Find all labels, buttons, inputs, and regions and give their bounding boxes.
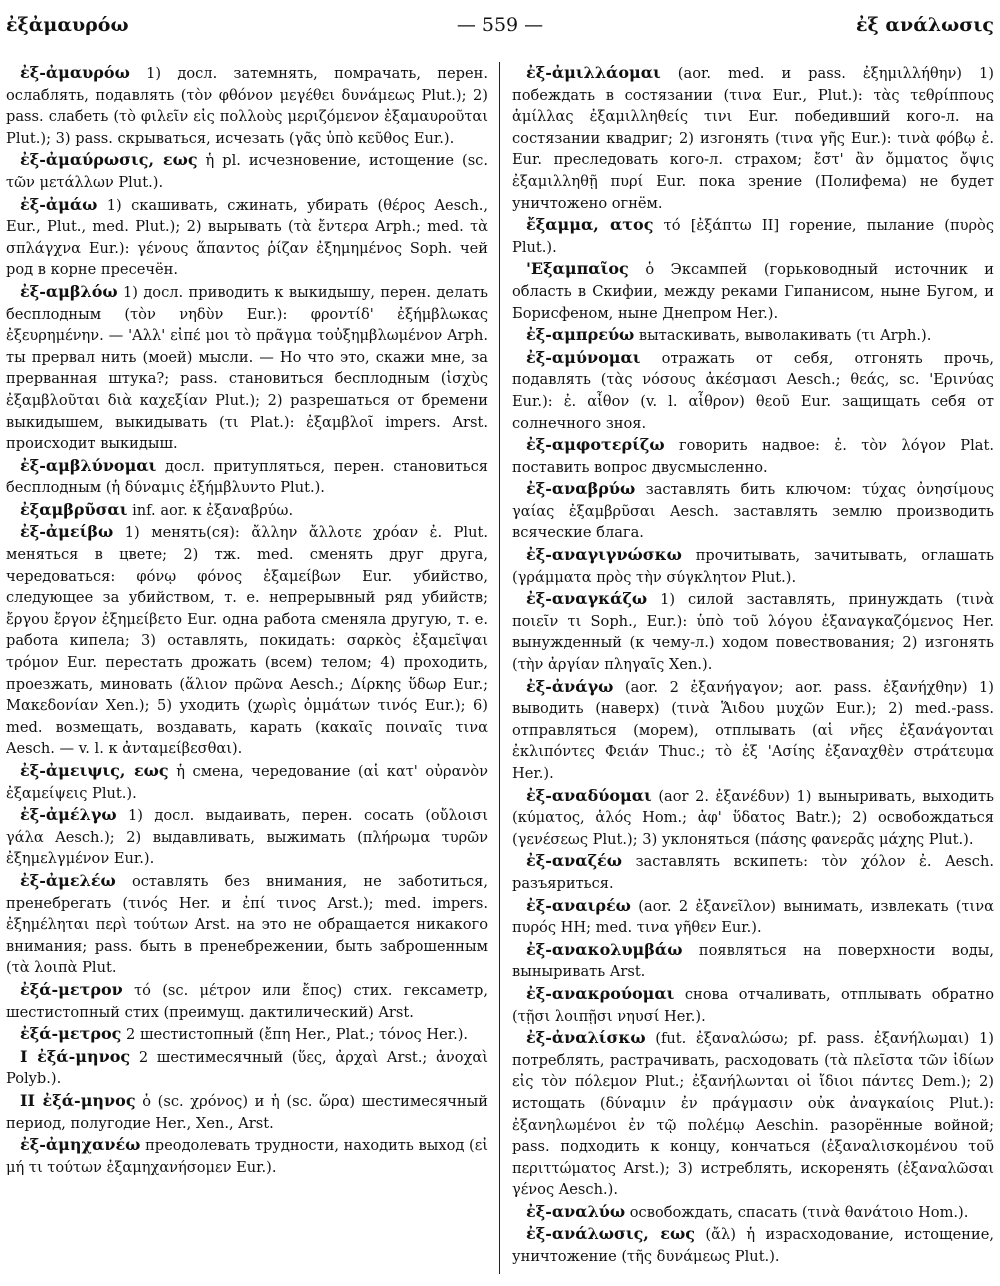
dictionary-entry	[512, 588, 994, 675]
entry-headword: ἐξ-ανάλωσις, εως	[526, 1224, 695, 1244]
entry-headword: ἐξά-μετρον	[20, 979, 123, 999]
dictionary-entry	[6, 1134, 488, 1178]
entry-headword: ἐξ-ανακρούομαι	[526, 983, 675, 1003]
entry-headword: ἐξ-ἀμελέω	[20, 870, 116, 890]
entry-headword: ἐξ-αναδύομαι	[526, 785, 652, 805]
entry-definition: прочитывать, зачитывать, оглашать (γράμματα πρὸς τὴν σύγκλητον Plut.).	[512, 547, 994, 586]
entry-headword: ἐξ-αναγιγνώσκω	[526, 545, 682, 565]
entry-definition: 2 шестистопный (ἔπη Her., Plat.; τόνος Her.).	[121, 1026, 469, 1044]
entry-headword: ἐξαμβρῦσαι	[20, 499, 128, 519]
header-right-catchword: ἐξ ανάλωσις	[855, 14, 994, 36]
entry-headword: ἐξ-ἀναλίσκω	[526, 1028, 646, 1048]
entry-definition: говорить надвое: ἐ. τὸν λόγον Plat. поставить вопрос двусмысленно.	[512, 437, 994, 476]
dictionary-entry	[6, 521, 488, 760]
entry-definition: (aor. 2 ἐξανεῖλον) вынимать, извлекать (τινα πυρός HH; med. τινα γῆθεν Eur.).	[512, 897, 994, 937]
entry-definition: (aor. 2 ἐξανήγαγον; aor. pass. ἐξανήχθην) 1) выводить (наверх) (τινὰ Ἅιδου μυχῶν Eur.); 2) med.-pass. отправляться (морем), отплывать (αἱ νῆες ἐξανάγονται ἐκλιπόντες Φειάν Thuc.; τὸ ἐξ 'Ασίης ἐξαναχθὲν στράτευμα Her.).	[512, 678, 994, 782]
entry-definition: ἡ pl. исчезновение, истощение (sc. τῶν μετάλλων Plut.).	[6, 152, 488, 191]
entry-headword: ἐξ-ἀμέλγω	[20, 805, 117, 825]
dictionary-entry	[512, 324, 994, 347]
entry-headword: ἐξ-ἀμείβω	[20, 522, 114, 542]
dictionary-entry	[512, 983, 994, 1027]
entry-headword: ἐξ-ἀμάω	[20, 194, 98, 214]
entry-definition: τό (sc. μέτρον или ἔπος) стих. гексаметр, шестистопный стих (преимущ. дактилический) Arst.	[6, 981, 488, 1021]
dictionary-entry	[6, 455, 488, 499]
entry-definition: (ἄλ) ἡ израсходование, истощение, уничтожение (τῆς δυνάμεως Plut.).	[512, 1226, 994, 1266]
entry-definition: inf. aor. к ἐξαναβρύω.	[127, 501, 294, 519]
entry-definition: 2 шестимесячный (ὕες, ἀρχαὶ Arst.; ἀνοχαὶ Polyb.).	[6, 1048, 488, 1088]
entry-headword: ἐξ-αναζέω	[526, 851, 623, 871]
entry-definition: 1) досл. выдаивать, перен. сосать (οὔλοισι γάλα Aesch.); 2) выдавливать, выжимать (πλήρωμα τυρῶν ἐξημελγμένον Eur.).	[6, 807, 488, 868]
entry-definition: оставлять без внимания, не заботиться, пренебрегать (τινός Her. и ἐπί τινος Arst.); med. impers. ἐξημέληται περὶ τούτων Arst. на это не обращается никакого внимания; pass. быть в пренебрежении, быть заброшенным (τὰ λοιπὰ Plut.	[6, 872, 488, 977]
dictionary-entry	[6, 870, 488, 979]
dictionary-entry	[6, 149, 488, 193]
dictionary-entry	[512, 214, 994, 258]
entry-definition: 1) менять(ся): ἄλλην ἄλλοτε χρόαν ἐ. Plut. меняться в цвете; 2) тж. med. сменять друг друга, чередоваться: φόνῳ φόνος ἐξαμείβων Eur. убийство, следующее за убийством, т. е. непрерывный ряд убийств; ἔργου ἔργον ἐξημείβετο Eur. одна работа сменяла другую, т. е. работа кипела; 3) оставлять, покидать: σαρκὸς ἐξαμεῖψαι τρόμον Eur. перестать дрожать (всем) телом; 4) проходить, проезжать, миновать (ἅλιον πρῶνα Aesch.; Δίρκης ὕδωρ Eur.; Μακεδονίαν Xen.); 5) уходить (χωρὶς ὀμμάτων τινός Eur.); 6) med. возмещать, воздавать, карать (κακαῖς ποιναῖς τινα Aesch. — v. l. к ἀνταμείβεσθαι).	[6, 524, 488, 758]
entry-definition: 1) досл. затемнять, помрачать, перен. ослаблять, подавлять (τὸν φθόνον μεγέθει δυνάμεως Plut.); 2) pass. слабеть (τὸ φιλεῖν εἰς πολλοὺς μεριζόμενον ἐξαμαυροῦται Plut.); 3) pass. скрываться, исчезать (γᾶς ὑπὸ κεῦθος Eur.).	[6, 65, 488, 147]
entry-definition: появляться на поверхности воды, выныривать Arst.	[512, 941, 994, 981]
entry-headword: ἐξ-αναβρύω	[526, 479, 636, 499]
entry-definition: (fut. ἐξαναλώσω; pf. pass. ἐξανήλωμαι) 1) потреблять, растрачивать, расходовать (τὰ πλεῖστα τῶν ἰδίων εἰς τὸν πόλεμον Plut.; ἐξανήλωνται οἱ ἴδιοι πάντες Dem.); 2) истощать (δύναμιν ἐν πράγμασιν οὐκ ἀναγκαίοις Plut.): ἐξανηλωμένοι ἐν τῷ πολέμῳ Aeschin. разорённые войной; pass. подходить к концу, кончаться (ἐξαναλισκομένου τοῦ περιττώματος Arst.); 3) истреблять, искоренять (ἐξαναλῶσαι γένος Aesch.).	[512, 1030, 994, 1199]
page-number: — 559 —	[456, 14, 544, 36]
entry-definition: 1) скашивать, сжинать, убирать (θέρος Aesch., Eur., Plut., med. Plut.); 2) вырывать (τὰ ἔντερα Arph.; med. τὰ σπλάγχνα Eur.): γένους ἅπαντος ῥίζαν ἐξημημένος Soph. чей род в корне пресечён.	[6, 196, 488, 279]
entry-definition: досл. притупляться, перен. становиться бесплодным (ἡ δύναμις ἐξήμβλυντο Plut.).	[6, 457, 488, 497]
entry-headword: ἔξαμμα, ατος	[526, 215, 654, 235]
entry-headword: ἐξ-αναλύω	[526, 1201, 626, 1221]
entry-headword: ἐξ-ανακολυμβάω	[526, 939, 683, 959]
dictionary-entry	[512, 850, 994, 894]
right-column	[512, 62, 994, 1274]
dictionary-entry	[6, 979, 488, 1023]
dictionary-entry	[512, 785, 994, 851]
dictionary-entry	[512, 895, 994, 939]
entry-headword: ἐξ-αμφοτερίζω	[526, 435, 665, 455]
dictionary-entry	[512, 1201, 994, 1224]
entry-definition: τό [ἐξάπτω II] горение, пылание (πυρὸς Plut.).	[512, 217, 994, 256]
entry-definition: ὁ (sc. χρόνος) и ἡ (sc. ὥρα) шестимесячный период, полугодие Her., Xen., Arst.	[6, 1092, 488, 1132]
left-column	[6, 62, 488, 1274]
dictionary-entry	[6, 499, 488, 522]
dictionary-entry	[6, 1090, 488, 1134]
dictionary-entry	[512, 544, 994, 588]
entry-headword: ἐξ-αμπρεύω	[526, 325, 635, 345]
dictionary-entry	[6, 760, 488, 804]
dictionary-entry	[512, 478, 994, 544]
dictionary-entry	[6, 1023, 488, 1046]
entry-definition: (aor. med. и pass. ἐξημιλλήθην) 1) побеждать в состязании (τινα Eur., Plut.): τὰς τεθρίππους ἁμίλλας ἐξαμιλληθείς τινι Eur. победивший кого-л. на состязании квадриг; 2) изгонять (τινα γῆς Eur.): τινὰ φόβῳ ἐ. Eur. преследовать кого-л. страхом; ἔστ' ἂν ὄμματος ὄψις ἐξαμιλληθῇ πυρί Eur. пока зрение (Полифема) не будет уничтожено огнём.	[512, 65, 994, 212]
header-left-catchword: ἐξἀμαυρόω	[6, 14, 129, 36]
entry-definition: заставлять вскипеть: τὸν χόλον ἐ. Aesch. разъяриться.	[512, 853, 994, 892]
dictionary-entry	[512, 258, 994, 324]
entry-headword: 'Εξαμπαῖος	[526, 259, 629, 279]
dictionary-entry	[6, 194, 488, 281]
entry-definition: освобождать, спасать (τινὰ θανάτοιο Hom.).	[625, 1203, 969, 1221]
entry-definition: заставлять бить ключом: τύχας ὀνησίμους γαίας ἐξαμβρῦσαι Aesch. заставлять землю производить всяческие блага.	[512, 481, 994, 542]
entry-headword: ἐξ-ἀμαυρόω	[20, 63, 130, 82]
dictionary-entry	[512, 1027, 994, 1201]
entry-headword: ἐξ-ἀνάγω	[526, 676, 614, 696]
entry-headword: ἐξ-αμβλόω	[20, 281, 118, 301]
dictionary-entry	[6, 62, 488, 149]
entry-definition: ὁ Эксампей (горьководный источник и область в Скифии, между реками Гипанисом, ныне Бугом, и Борисфеном, ныне Днепром Her.).	[512, 261, 994, 322]
dictionary-entry	[6, 804, 488, 870]
entry-headword: ἐξ-ἀμειψις, εως	[20, 761, 169, 780]
entry-headword: I ἐξά-μηνος	[20, 1046, 131, 1066]
dictionary-entry	[512, 434, 994, 478]
entry-definition: ἡ смена, чередование (αἱ κατ' οὐρανὸν ἐξαμείψεις Plut.).	[6, 763, 488, 802]
entry-definition: 1) досл. приводить к выкидышу, перен. делать бесплодным (τὸν νηδὺν Eur.): φροντίδ' ἐξήμβλωκας ἐξευρημένην. — 'Αλλ' εἰπέ μοι τὸ πρᾶγμα τοὐξημβλωμένον Arph. ты прервал нить (моей) мысли. — Но что это, скажи мне, за прерванная штука?; pass. становиться бесплодным (ἰσχὺς ἐξαμβλοῦται διὰ καχεξίαν Plut.); 2) разрешаться от бремени выкидышем, выкидывать (τι Plat.): ἐξαμβλοῖ impers. Arst. происходит выкидыш.	[6, 283, 488, 453]
entry-headword: ἐξ-αναιρέω	[526, 895, 631, 915]
entry-headword: ἐξ-ἀμηχανέω	[20, 1135, 141, 1155]
entry-headword: ἐξ-αναγκάζω	[526, 589, 648, 609]
entry-definition: отражать от себя, отгонять прочь, подавлять (τὰς νόσους ἀκέσμασι Aesch.; θεάς, sc. 'Ερινύας Eur.): ἐ. αἶθον (v. l. αἶθρον) θεοῦ Eur. защищать себя от солнечного зноя.	[512, 349, 994, 432]
entry-definition: вытаскивать, выволакивать (τι Arph.).	[634, 327, 932, 345]
entry-headword: ἐξ-αμβλύνομαι	[20, 455, 157, 475]
entry-headword: II ἐξά-μηνος	[20, 1090, 136, 1110]
dictionary-entry	[512, 676, 994, 785]
entry-definition: снова отчаливать, отплывать обратно (τῇσι λοιπῇσι νηυσί Her.).	[512, 985, 994, 1025]
dictionary-entry	[512, 939, 994, 983]
dictionary-entry	[512, 62, 994, 214]
entry-definition: 1) силой заставлять, принуждать (τινὰ ποιεῖν τι Soph., Eur.): ὑπὸ τοῦ λόγου ἐξαναγκαζόμενος Her. вынужденный (к чему-л.) ходом повествования; 2) изгонять (τὴν ἀργίαν πληγαῖς Xen.).	[512, 591, 994, 674]
dictionary-entry	[6, 281, 488, 455]
entry-headword: ἐξ-αμύνομαι	[526, 347, 641, 367]
entry-definition: преодолевать трудности, находить выход (εἰ μή τι τούτων ἐξαμηχανήσομεν Eur.).	[6, 1137, 488, 1176]
entry-headword: ἐξ-ἀμαύρωσις, εως	[20, 150, 198, 170]
page-header	[6, 10, 994, 50]
entry-headword: ἐξά-μετρος	[20, 1024, 122, 1044]
dictionary-entry	[512, 1223, 994, 1267]
entry-headword: ἐξ-ἀμιλλάομαι	[526, 63, 661, 82]
column-divider	[499, 62, 500, 1274]
dictionary-entry	[6, 1046, 488, 1090]
dictionary-entry	[512, 347, 994, 434]
entry-definition: (aor 2. ἐξανέδυν) 1) выныривать, выходить (κύματος, ἁλός Hom.; ἀφ' ὕδατος Batr.); 2) освобождаться (γενέσεως Plut.); 3) уклоняться (πάσης φανερᾶς μάχης Plut.).	[512, 787, 994, 848]
